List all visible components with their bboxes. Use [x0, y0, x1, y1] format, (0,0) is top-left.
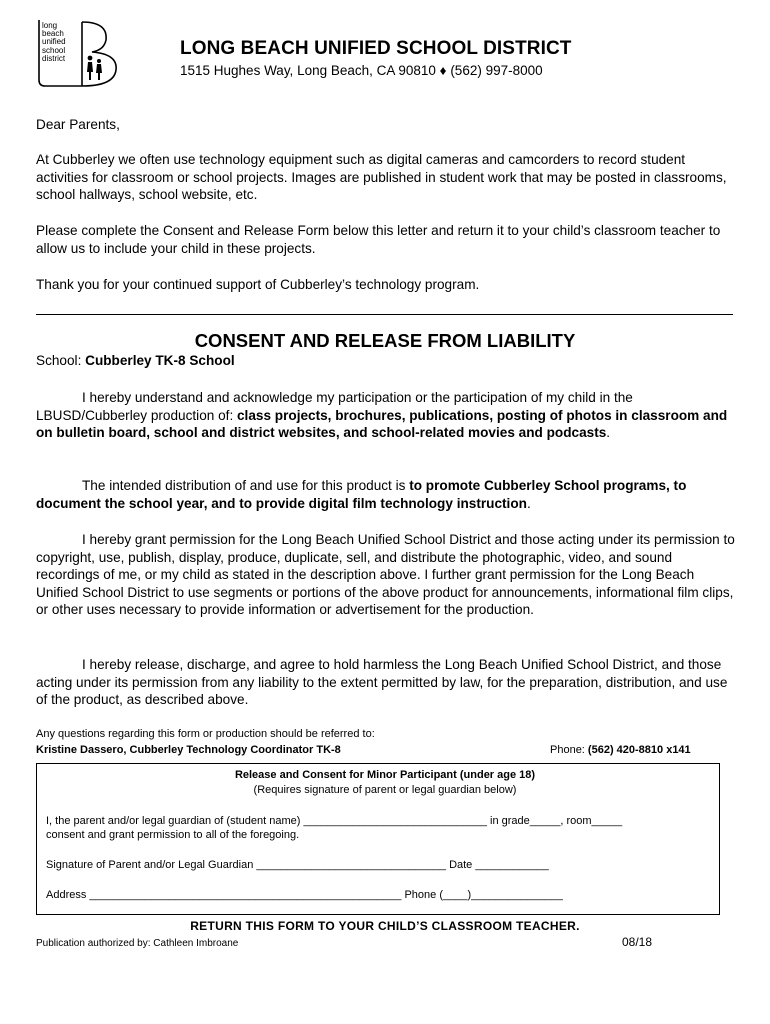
- form-title: Release and Consent for Minor Participant (under age 18): [234, 769, 536, 781]
- letter-paragraph-3: Thank you for your continued support of Cubberley’s technology program.: [36, 277, 480, 292]
- contact-phone-number: (562) 420-8810 x141: [587, 744, 691, 756]
- consent-paragraph-2: [36, 477, 736, 512]
- date-code: 08/18: [622, 935, 653, 949]
- form-subtitle: (Requires signature of parent or legal guardian below): [253, 784, 517, 796]
- consent-p1-bold: class projects, brochures, publications, posting of photos in classroom and on bulletin board, school and district websites, and school-related movies and podcasts: [36, 407, 728, 441]
- logo-text-line: district: [42, 53, 66, 63]
- contact-intro: Any questions regarding this form or production should be referred to:: [36, 728, 375, 740]
- return-note: RETURN THIS FORM TO YOUR CHILD’S CLASSROOM TEACHER.: [190, 919, 580, 933]
- consent-statement: consent and grant permission to all of the foregoing.: [46, 829, 300, 841]
- authorized-by: Publication authorized by: Cathleen Imbroane: [36, 938, 239, 949]
- district-address: 1515 Hughes Way, Long Beach, CA 90810 ♦ (562) 997-8000: [180, 63, 543, 78]
- consent-paragraph-4: I hereby release, discharge, and agree to hold harmless the Long Beach Unified School District, and those acting under its permission from any liability to the extent permitted by law, for the preparation, distribution, and use of the product, as described above.: [36, 657, 728, 708]
- contact-phone: [550, 744, 691, 756]
- district-logo: [36, 18, 120, 88]
- school-name: Cubberley TK-8 School: [85, 353, 235, 368]
- consent-p1-end: .: [606, 425, 611, 441]
- logo-text-line: long: [42, 21, 58, 30]
- consent-p2-bold: to promote Cubberley School programs, to document the school year, and to provide digital film technology instruction: [36, 478, 687, 511]
- address-phone-field[interactable]: Address ___________________________________________________ Phone (____)_______________: [46, 889, 563, 901]
- student-name-field[interactable]: I, the parent and/or legal guardian of (student name) ______________________________ in grade_____, room_____: [46, 815, 623, 827]
- contact-person: Kristine Dassero, Cubberley Technology Coordinator TK-8: [36, 744, 341, 756]
- letter-paragraph-2: Please complete the Consent and Release Form below this letter and return it to your child’s classroom teacher to allow us to include your child in these projects.: [36, 223, 721, 256]
- consent-p1-text: I hereby understand and acknowledge my participation or the participation of my child in the LBUSD/Cubberley production of:: [36, 390, 633, 423]
- logo-text-line: beach: [42, 29, 64, 39]
- consent-paragraph-1: [36, 389, 736, 442]
- letter-paragraph-1: At Cubberley we often use technology equipment such as digital cameras and camcorders to record student activities for classroom or school projects. Images are published in student work that may be posted in classrooms, school hallways, school website, etc.: [36, 152, 727, 203]
- divider: [36, 314, 733, 315]
- guardian-signature-field[interactable]: Signature of Parent and/or Legal Guardian _______________________________ Date ____________: [46, 859, 549, 871]
- letter-greeting: Dear Parents,: [36, 117, 120, 132]
- logo-text-line: school: [42, 45, 66, 55]
- consent-p2-text: The intended distribution of and use for this product is: [82, 478, 410, 493]
- consent-paragraph-3: I hereby grant permission for the Long Beach Unified School District and those acting under its permission to copyright, use, publish, display, produce, duplicate, sell, and distribute the photographic, video, and sound recordings of me, or my child as stated in the description above. I further grant permission for the Long Beach Unified School District to use segments or portions of the above product for announcements, informational film clips, or other uses necessary to provide information or advertisement for the production.: [36, 532, 735, 618]
- school-line: [36, 352, 736, 370]
- contact-phone-label: Phone:: [550, 744, 588, 756]
- logo-text-line: unified: [42, 37, 66, 47]
- district-title: LONG BEACH UNIFIED SCHOOL DISTRICT: [180, 38, 572, 59]
- consent-p2-end: .: [526, 495, 531, 511]
- consent-heading: CONSENT AND RELEASE FROM LIABILITY: [194, 330, 576, 351]
- school-label: School:: [36, 353, 86, 368]
